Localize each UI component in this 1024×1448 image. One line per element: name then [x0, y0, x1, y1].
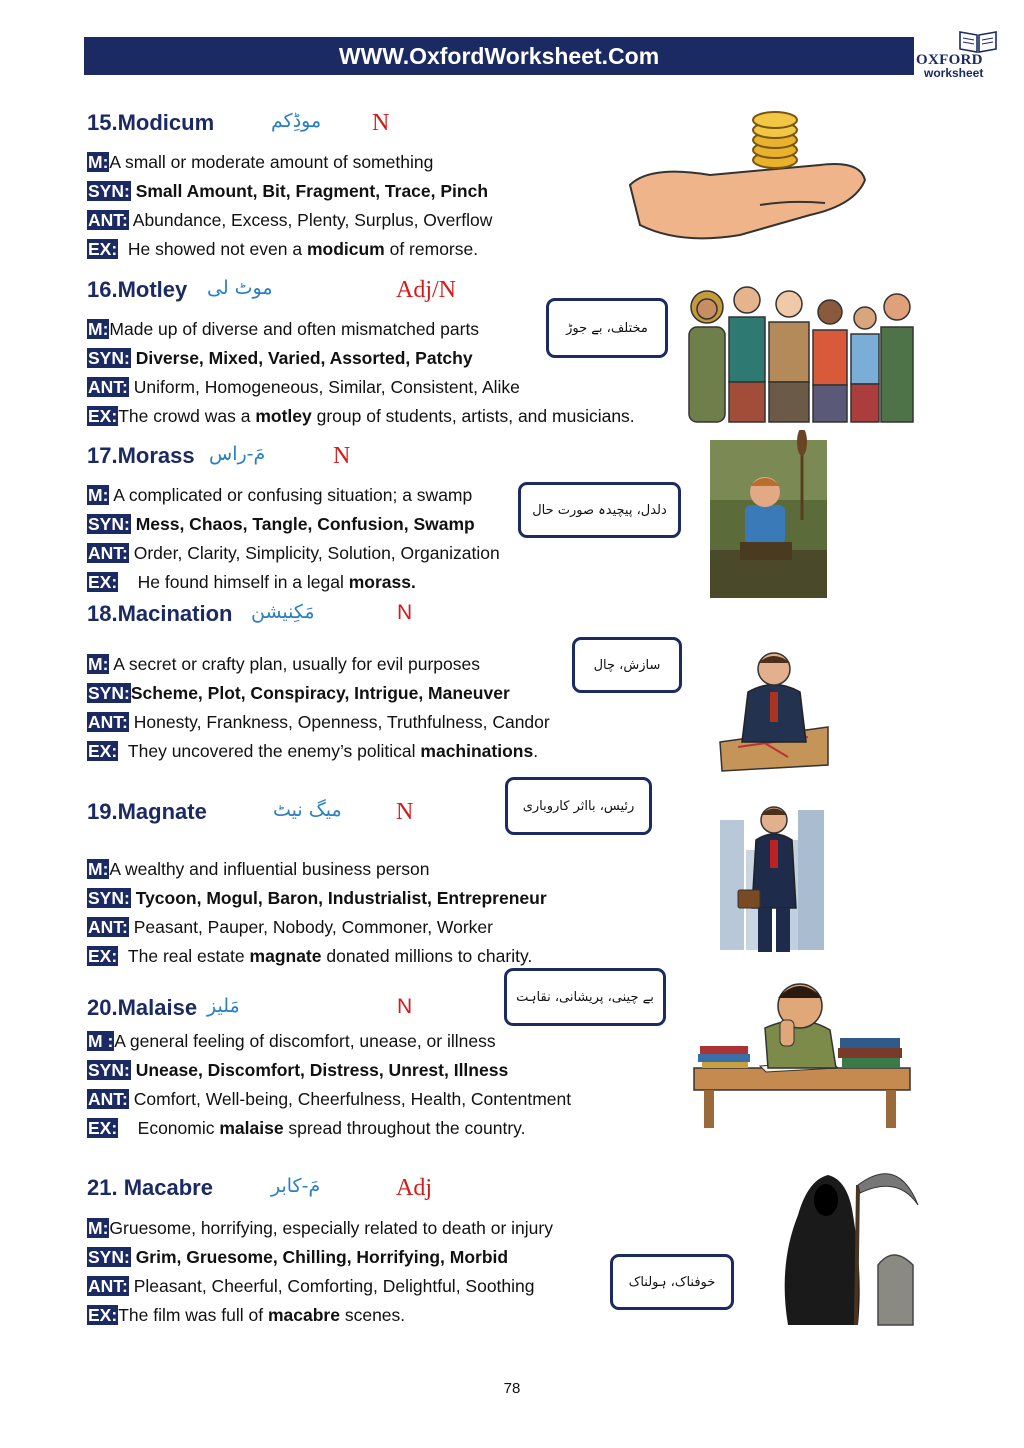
urdu-meaning-box: دلدل، پیچیدہ صورت حال: [518, 482, 681, 538]
urdu-pronunciation: موٹ لی: [207, 277, 273, 299]
tired-student-image: [690, 968, 915, 1128]
grim-reaper-image: [768, 1145, 928, 1330]
meaning-line: M:A wealthy and influential business person: [88, 859, 430, 879]
example-line: EX:The film was full of macabre scenes.: [88, 1305, 406, 1325]
headword: 20.Malaise: [87, 995, 198, 1020]
synonyms-line: SYN: Diverse, Mixed, Varied, Assorted, Patchy: [88, 348, 473, 368]
businessman-city-image: [718, 790, 828, 958]
meaning-line: M: A complicated or confusing situation; a swamp: [88, 485, 473, 505]
synonyms-line: SYN: Tycoon, Mogul, Baron, Industrialist, Entrepreneur: [88, 888, 547, 908]
headword: 17.Morass: [87, 443, 195, 468]
synonyms-line: SYN: Small Amount, Bit, Fragment, Trace, Pinch: [88, 181, 489, 201]
part-of-speech: N: [397, 601, 413, 624]
meaning-line: M :A general feeling of discomfort, unease, or illness: [88, 1031, 496, 1051]
book-icon: [958, 28, 998, 54]
part-of-speech: Adj: [396, 1175, 432, 1201]
meaning-line: M:Made up of diverse and often mismatched parts: [88, 319, 480, 339]
urdu-meaning-box: خوفناک، ہولناک: [610, 1254, 734, 1310]
urdu-meaning-box: سازش، چال: [572, 637, 682, 693]
part-of-speech: N: [333, 443, 351, 469]
meaning-line: M: A secret or crafty plan, usually for evil purposes: [88, 654, 480, 674]
logo-oxford: OXFORD: [916, 52, 983, 68]
urdu-pronunciation: مَکِنیشن: [251, 601, 315, 623]
urdu-meaning-box: مختلف، بے جوڑ: [546, 298, 668, 358]
urdu-pronunciation: مَلیز: [207, 995, 240, 1017]
antonyms-line: ANT: Abundance, Excess, Plenty, Surplus, Overflow: [88, 210, 493, 230]
antonyms-line: ANT: Comfort, Well-being, Cheerfulness, Health, Contentment: [88, 1089, 572, 1109]
logo-worksheet: worksheet: [924, 66, 984, 80]
oxford-logo: [914, 28, 998, 80]
synonyms-line: SYN: Mess, Chaos, Tangle, Confusion, Swamp: [88, 514, 475, 534]
example-line: EX: They uncovered the enemy’s political machinations.: [88, 741, 539, 761]
synonyms-line: SYN: Grim, Gruesome, Chilling, Horrifying, Morbid: [88, 1247, 509, 1267]
example-line: EX: Economic malaise spread throughout the country.: [88, 1118, 526, 1138]
headword: 21. Macabre: [87, 1175, 213, 1200]
urdu-pronunciation: مَ-راس: [209, 443, 266, 465]
headword: 16.Motley: [87, 277, 188, 302]
headword: 18.Macination: [87, 601, 233, 626]
urdu-pronunciation: موڈِکم: [271, 110, 322, 132]
site-banner: [84, 37, 914, 75]
page-number: 78: [503, 1380, 521, 1397]
antonyms-line: ANT: Peasant, Pauper, Nobody, Commoner, Worker: [88, 917, 493, 937]
man-plotting-map-image: [718, 647, 830, 772]
antonyms-line: ANT: Pleasant, Cheerful, Comforting, Delightful, Soothing: [88, 1276, 535, 1296]
urdu-meaning-box: بے چینی، پریشانی، نقاہت: [504, 968, 666, 1026]
part-of-speech: N: [397, 995, 413, 1018]
example-line: EX:The crowd was a motley group of students, artists, and musicians.: [88, 406, 635, 426]
meaning-line: M:A small or moderate amount of something: [88, 152, 434, 172]
boy-in-swamp-image: [710, 430, 827, 598]
antonyms-line: ANT: Order, Clarity, Simplicity, Solution, Organization: [88, 543, 500, 563]
urdu-meaning-box: رئیس، بااثر کاروباری: [505, 777, 652, 835]
diverse-group-image: [685, 272, 915, 427]
part-of-speech: N: [396, 799, 414, 825]
headword: 15.Modicum: [87, 110, 215, 135]
example-line: EX: He showed not even a modicum of remorse.: [88, 239, 479, 259]
synonyms-line: SYN:Scheme, Plot, Conspiracy, Intrigue, Maneuver: [88, 683, 510, 703]
urdu-pronunciation: میگ نیٹ: [273, 799, 342, 821]
example-line: EX: He found himself in a legal morass.: [88, 572, 416, 592]
urdu-pronunciation: مَ-کابر: [271, 1175, 321, 1197]
synonyms-line: SYN: Unease, Discomfort, Distress, Unrest, Illness: [88, 1060, 509, 1080]
antonyms-line: ANT: Honesty, Frankness, Openness, Truthfulness, Candor: [88, 712, 550, 732]
coins-in-hand-image: [620, 105, 870, 250]
part-of-speech: Adj/N: [396, 277, 456, 303]
antonyms-line: ANT: Uniform, Homogeneous, Similar, Consistent, Alike: [88, 377, 520, 397]
headword: 19.Magnate: [87, 799, 207, 824]
meaning-line: M:Gruesome, horrifying, especially related to death or injury: [88, 1218, 553, 1238]
example-line: EX: The real estate magnate donated millions to charity.: [88, 946, 533, 966]
site-url[interactable]: WWW.OxfordWorksheet.Com: [338, 42, 660, 69]
part-of-speech: N: [372, 110, 390, 136]
